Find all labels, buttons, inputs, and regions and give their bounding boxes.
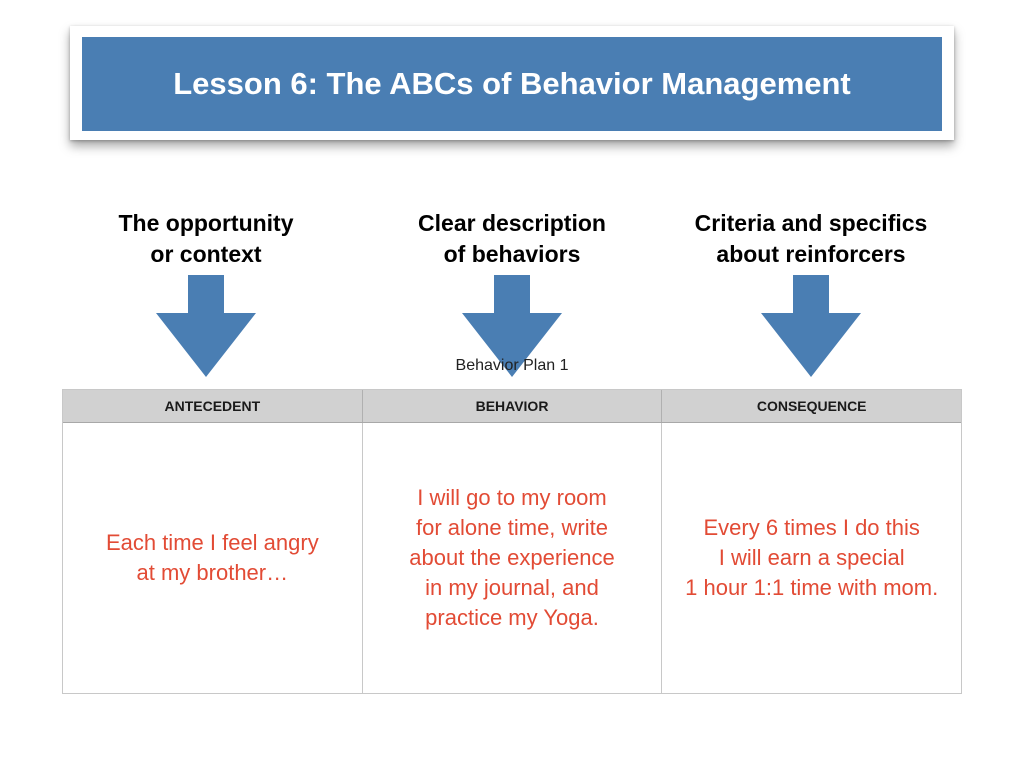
plan-title: Behavior Plan 1 <box>455 357 569 374</box>
title-bar <box>82 37 942 131</box>
header-consequence: CONSEQUENCE <box>661 390 961 422</box>
header-behavior: BEHAVIOR <box>362 390 662 422</box>
slide-title: Lesson 6: The ABCs of Behavior Management <box>173 66 851 101</box>
antecedent-heading: The opportunity or context <box>118 210 294 267</box>
behavior-heading: Clear description of behaviors <box>418 210 606 267</box>
behavior-plan-table <box>62 389 962 694</box>
cell-consequence: Every 6 times I do this I will earn a special 1 hour 1:1 time with mom. <box>661 423 961 693</box>
header-antecedent: ANTECEDENT <box>164 398 261 414</box>
table-row <box>63 423 961 693</box>
cell-behavior: I will go to my room for alone time, write about the experience in my journal, and practice my Yoga. <box>362 423 662 693</box>
consequence-heading: Criteria and specifics about reinforcers <box>694 210 928 267</box>
cell-antecedent: Each time I feel angry at my brother… <box>105 530 319 585</box>
table-header-row <box>63 390 961 423</box>
